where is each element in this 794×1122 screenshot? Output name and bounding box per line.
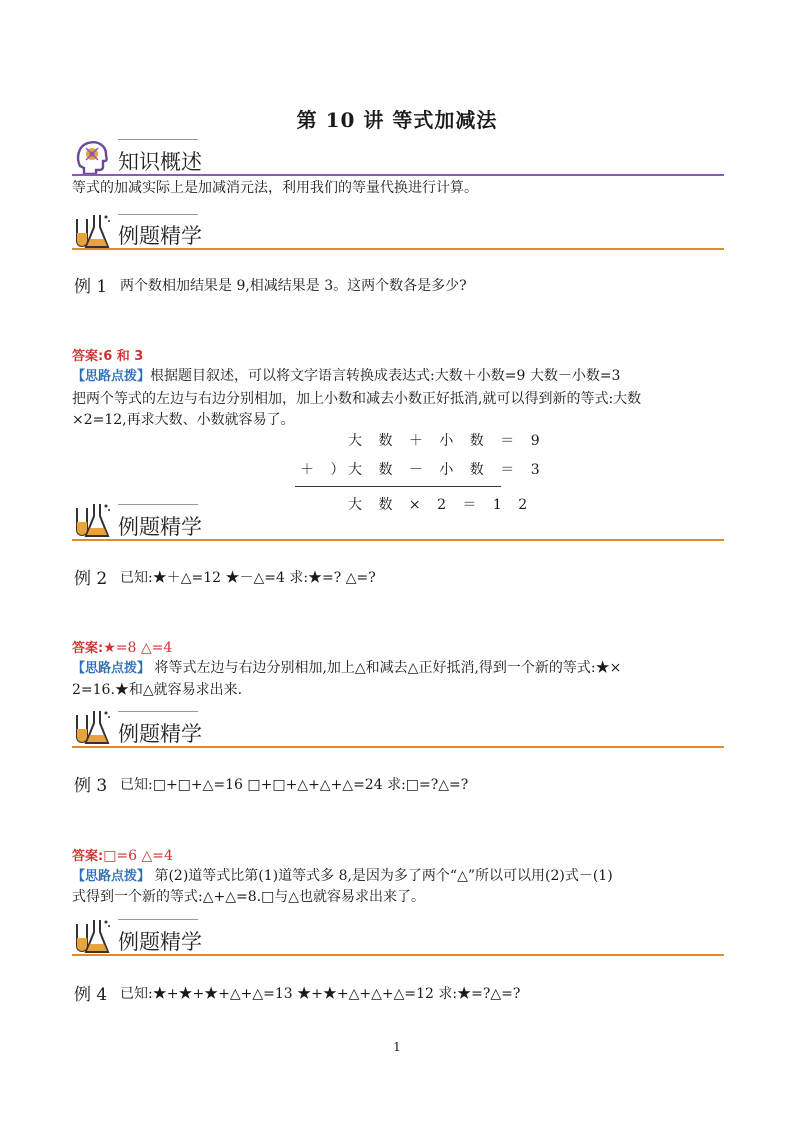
chemistry-flask-icon: [72, 916, 112, 956]
example-1-label: 例 1: [74, 277, 108, 297]
section-top-line: [118, 504, 198, 505]
brain-head-icon: [72, 136, 112, 176]
hint-text: 第(2)道等式比第(1)道等式多 8,是因为多了两个“△”所以可以用(2)式－(1): [150, 868, 613, 884]
example-3-hint: [72, 865, 732, 888]
example-1-hint-line2: 把两个等式的左边与右边分别相加，加上小数和减去小数正好抵消,就可以得到新的等式:大数: [72, 391, 642, 407]
example-heading-2: 例题精学: [118, 515, 202, 539]
example-section-header-3: [72, 707, 112, 751]
example-2-hint: [72, 657, 732, 680]
example-section-header-2: [72, 500, 112, 544]
section-top-line: [118, 919, 198, 920]
answer-value: □=6 △=4: [103, 848, 173, 864]
knowledge-rule: [72, 174, 724, 176]
vertical-row-1: 大 数 ＋ 小 数 ＝ 9: [348, 433, 546, 449]
knowledge-text: 等式的加减实际上是加减消元法，利用我们的等量代换进行计算。: [72, 180, 478, 196]
page-title: 第 10 讲 等式加减法: [296, 108, 498, 132]
example-1-hint-line3: ×2=12,再求大数、小数就容易了。: [72, 412, 295, 428]
example-2-label: 例 2: [74, 569, 108, 589]
vertical-operator: ＋ ）: [300, 462, 351, 478]
example-1-question: 两个数相加结果是 9,相减结果是 3。这两个数各是多少?: [120, 278, 467, 294]
answer-label: 答案:: [72, 849, 104, 864]
example-2-question: 已知:★＋△=12 ★－△=4 求:★=? △=?: [120, 570, 376, 586]
vertical-sum-line: [295, 486, 501, 487]
example-rule-4: [72, 954, 724, 956]
example-1-hint: [72, 365, 732, 388]
example-3-label: 例 3: [74, 776, 108, 796]
hint-label: 【思路点拨】: [72, 869, 151, 884]
section-top-line: [118, 139, 198, 140]
section-top-line: [118, 711, 198, 712]
hint-label: 【思路点拨】: [72, 661, 151, 676]
example-2-hint-line2: 2=16.★和△就容易求出来.: [72, 682, 243, 698]
answer-value: 6 和 3: [103, 349, 144, 364]
page-number: 1: [393, 1040, 401, 1054]
example-rule-2: [72, 539, 724, 541]
example-heading-4: 例题精学: [118, 930, 202, 954]
knowledge-heading: 知识概述: [118, 150, 202, 174]
answer-label: 答案:: [72, 641, 104, 656]
example-4-label: 例 4: [74, 985, 108, 1005]
chemistry-flask-icon: [72, 707, 112, 747]
example-3-answer: [72, 845, 173, 864]
chemistry-flask-icon: [72, 500, 112, 540]
example-1-answer: [72, 345, 143, 364]
vertical-row-2: 大 数 － 小 数 ＝ 3: [348, 462, 546, 478]
hint-label: 【思路点拨】: [72, 369, 151, 384]
example-heading-1: 例题精学: [118, 224, 202, 248]
example-4-question: 已知:★+★+★+△+△=13 ★+★+△+△+△=12 求:★=?△=?: [120, 986, 521, 1002]
example-3-hint-line2: 式得到一个新的等式:△+△=8.□与△也就容易求出来了。: [72, 889, 426, 905]
hint-text: 将等式左边与右边分别相加,加上△和减去△正好抵消,得到一个新的等式:★×: [150, 660, 622, 676]
chemistry-flask-icon: [72, 211, 112, 251]
example-2-answer: [72, 637, 172, 656]
hint-text: 根据题目叙述，可以将文字语言转换成表达式:大数＋小数=9 大数－小数=3: [150, 368, 621, 384]
answer-label: 答案:: [72, 349, 104, 364]
answer-value: ★=8 △=4: [103, 640, 173, 656]
example-rule-1: [72, 248, 724, 250]
example-rule-3: [72, 746, 724, 748]
section-top-line: [118, 214, 198, 215]
example-3-question: 已知:□+□+△=16 □+□+△+△+△=24 求:□=?△=?: [120, 777, 469, 793]
example-heading-3: 例题精学: [118, 722, 202, 746]
vertical-row-3: 大 数 × 2 ＝ 1 2: [348, 497, 534, 513]
